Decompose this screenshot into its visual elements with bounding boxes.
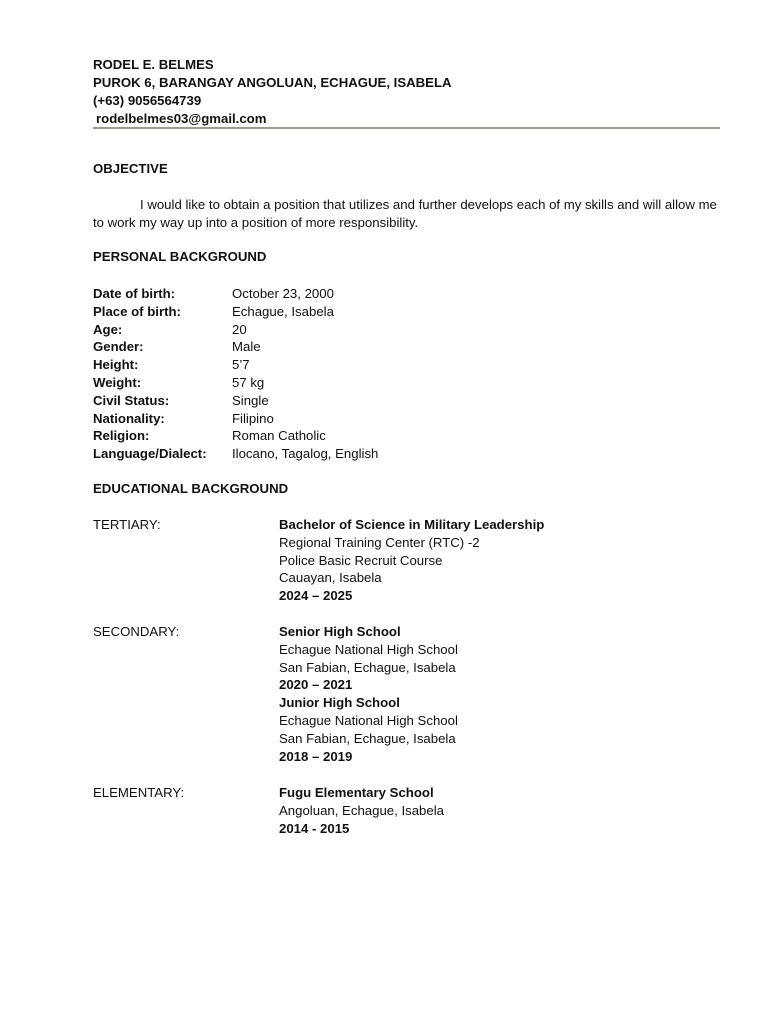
personal-row bbox=[93, 410, 378, 428]
field-label: Gender: bbox=[93, 339, 144, 355]
field-value: October 23, 2000 bbox=[232, 286, 334, 301]
personal-background-heading: PERSONAL BACKGROUND bbox=[93, 249, 267, 264]
level-label: SECONDARY: bbox=[93, 624, 180, 639]
field-value: Single bbox=[232, 392, 269, 408]
school-level-title: Junior High School bbox=[279, 695, 400, 711]
field-label: Language/Dialect: bbox=[93, 446, 207, 462]
phone-number: (+63) 9056564739 bbox=[93, 93, 202, 108]
field-value: 5’7 bbox=[232, 357, 250, 373]
personal-row bbox=[93, 392, 378, 410]
school-name: Fugu Elementary School bbox=[279, 785, 434, 800]
field-value: 20 bbox=[232, 321, 247, 337]
email-address: rodelbelmes03@gmail.com bbox=[96, 111, 267, 126]
level-label: TERTIARY: bbox=[93, 517, 161, 532]
course-name: Police Basic Recruit Course bbox=[279, 552, 443, 568]
personal-row bbox=[93, 285, 378, 303]
educational-background-heading: EDUCATIONAL BACKGROUND bbox=[93, 481, 289, 496]
field-value: Ilocano, Tagalog, English bbox=[232, 446, 379, 462]
field-label: Nationality: bbox=[93, 410, 165, 426]
school-location: San Fabian, Echague, Isabela bbox=[279, 730, 456, 746]
objective-heading: OBJECTIVE bbox=[93, 161, 168, 176]
header-divider bbox=[93, 127, 720, 129]
field-value: Filipino bbox=[232, 410, 274, 426]
field-label: Civil Status: bbox=[93, 392, 170, 408]
school-name: Regional Training Center (RTC) -2 bbox=[279, 534, 480, 550]
objective-text: I would like to obtain a position that utilizes and further develops each of my skills and will allow me to work my way up into a position of more responsibility. bbox=[93, 197, 717, 230]
school-name: Echague National High School bbox=[279, 712, 458, 728]
field-label: Age: bbox=[93, 321, 123, 337]
personal-row bbox=[93, 321, 378, 339]
secondary-details bbox=[279, 623, 458, 765]
school-name: Echague National High School bbox=[279, 641, 458, 657]
address: PUROK 6, BARANGAY ANGOLUAN, ECHAGUE, ISABELA bbox=[93, 75, 452, 90]
school-years: 2020 – 2021 bbox=[279, 677, 353, 693]
field-label: Religion: bbox=[93, 428, 150, 444]
degree-title: Bachelor of Science in Military Leadership bbox=[279, 517, 545, 532]
personal-row bbox=[93, 427, 378, 445]
school-location: Angoluan, Echague, Isabela bbox=[279, 802, 444, 818]
applicant-name: RODEL E. BELMES bbox=[93, 57, 214, 72]
field-value: 57 kg bbox=[232, 374, 265, 390]
objective-text-block bbox=[93, 196, 721, 232]
field-label: Date of birth: bbox=[93, 286, 176, 301]
field-value: Male bbox=[232, 339, 261, 355]
field-value: Echague, Isabela bbox=[232, 303, 334, 319]
personal-row bbox=[93, 303, 378, 321]
school-level-title: Senior High School bbox=[279, 624, 401, 639]
contact-header bbox=[93, 56, 452, 128]
school-location: San Fabian, Echague, Isabela bbox=[279, 659, 456, 675]
personal-background-table bbox=[93, 285, 378, 463]
level-label: ELEMENTARY: bbox=[93, 785, 185, 800]
tertiary-details bbox=[279, 516, 544, 605]
field-label: Place of birth: bbox=[93, 303, 181, 319]
field-value: Roman Catholic bbox=[232, 428, 326, 444]
school-location: Cauayan, Isabela bbox=[279, 570, 382, 586]
field-label: Weight: bbox=[93, 374, 142, 390]
personal-row bbox=[93, 356, 378, 374]
personal-row bbox=[93, 374, 378, 392]
school-years: 2024 – 2025 bbox=[279, 588, 353, 604]
field-label: Height: bbox=[93, 357, 139, 373]
elementary-details bbox=[279, 784, 444, 837]
school-years: 2018 – 2019 bbox=[279, 748, 353, 764]
school-years: 2014 - 2015 bbox=[279, 820, 350, 836]
personal-row bbox=[93, 338, 378, 356]
personal-row bbox=[93, 445, 378, 463]
